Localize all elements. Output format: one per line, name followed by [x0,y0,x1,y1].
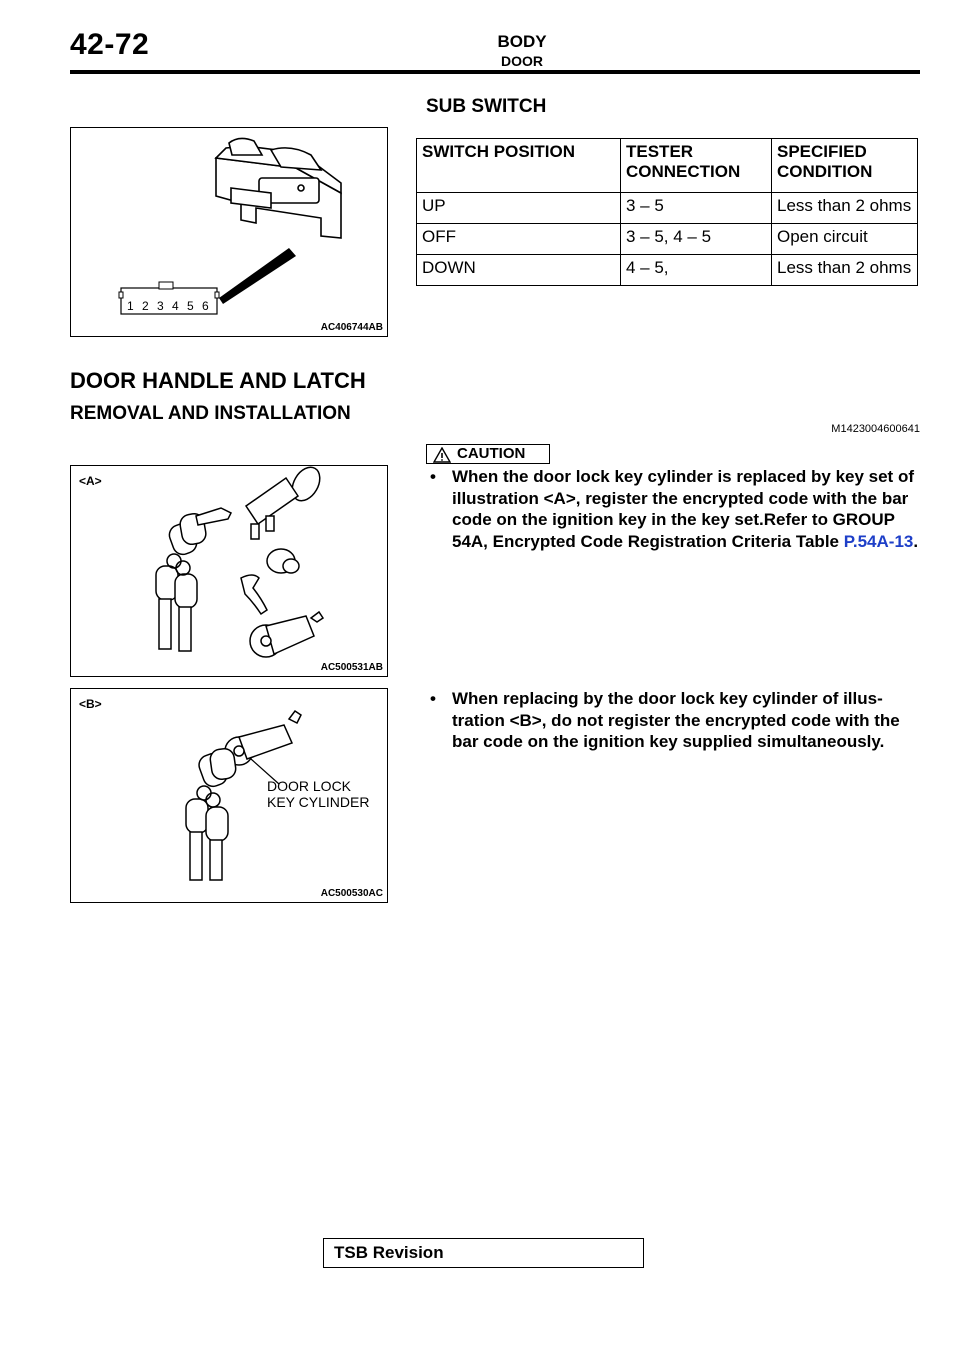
bullet-a-tail: . [913,531,919,551]
table-cell: DOWN [417,255,621,286]
figure-a [70,465,388,677]
connector-pins [119,282,219,314]
callout-line-1: DOOR LOCK [267,778,352,794]
bullet-dot: • [430,467,436,486]
page-number: 42-72 [70,28,150,61]
figure-b [70,688,388,903]
bullet-b-text: When replacing by the door lock key cylinder of illus- tration <B>, do not register the encrypted code with the bar code on the ignition key supplied simultaneously. [452,689,900,751]
caution-bullet-b [430,688,930,753]
table-cell: 4 – 5, [621,255,772,286]
table-cell: Less than 2 ohms [772,193,918,224]
figure-code: AC406744AB [320,322,383,333]
sub-switch-figure [70,127,388,337]
pin-2: 2 [142,299,149,313]
key-cylinder-illustration [71,689,387,902]
pin-4: 4 [172,299,179,313]
pin-1: 1 [127,299,134,313]
table-cell: 3 – 5, 4 – 5 [621,224,772,255]
caution-label: CAUTION [457,445,526,462]
callout-line-2: KEY CYLINDER [267,794,370,810]
table-row [417,224,918,255]
figure-a-label: <A> [79,474,102,488]
table-row [417,255,918,286]
warning-icon [433,447,451,463]
sub-switch-heading: SUB SWITCH [426,96,547,117]
removal-installation-heading: REMOVAL AND INSTALLATION [70,403,351,424]
table-cell: 3 – 5 [621,193,772,224]
header-tester-connection: TESTER CONNECTION [621,139,772,193]
table-cell: Open circuit [772,224,918,255]
table-cell: Less than 2 ohms [772,255,918,286]
document-code: M1423004600641 [831,423,920,435]
table-row [417,193,918,224]
table-cell: UP [417,193,621,224]
door-handle-heading: DOOR HANDLE AND LATCH [70,368,366,393]
header-rule [70,70,920,74]
table-header-row [417,139,918,193]
bullet-a-text: When the door lock key cylinder is replaced by key set of illustration <A>, register the encrypted code with the bar code on the ignition key in the key set.Refer to GROUP 54A, Encrypted Code Registration Criteria Table [452,467,914,551]
figure-a-code: AC500531AB [320,662,383,673]
header-switch-position: SWITCH POSITION [417,139,621,193]
pin-3: 3 [157,299,164,313]
section-subtitle: DOOR [501,53,543,69]
footer-box [323,1238,644,1268]
pin-5: 5 [187,299,194,313]
header-specified-condition: SPECIFIED CONDITION [772,139,918,193]
figure-b-label: <B> [79,697,102,711]
sub-switch-illustration [71,128,387,336]
switch-table [416,138,918,286]
pin-6: 6 [202,299,209,313]
caution-bullet-a [430,466,930,552]
caution-box [426,444,550,464]
bullet-dot: • [430,689,436,708]
section-title: BODY [497,32,547,51]
key-set-illustration [71,466,387,676]
table-cell: OFF [417,224,621,255]
tsb-revision-label: TSB Revision [334,1243,444,1262]
page-link[interactable]: P.54A-13 [843,531,914,551]
figure-b-code: AC500530AC [320,888,383,899]
